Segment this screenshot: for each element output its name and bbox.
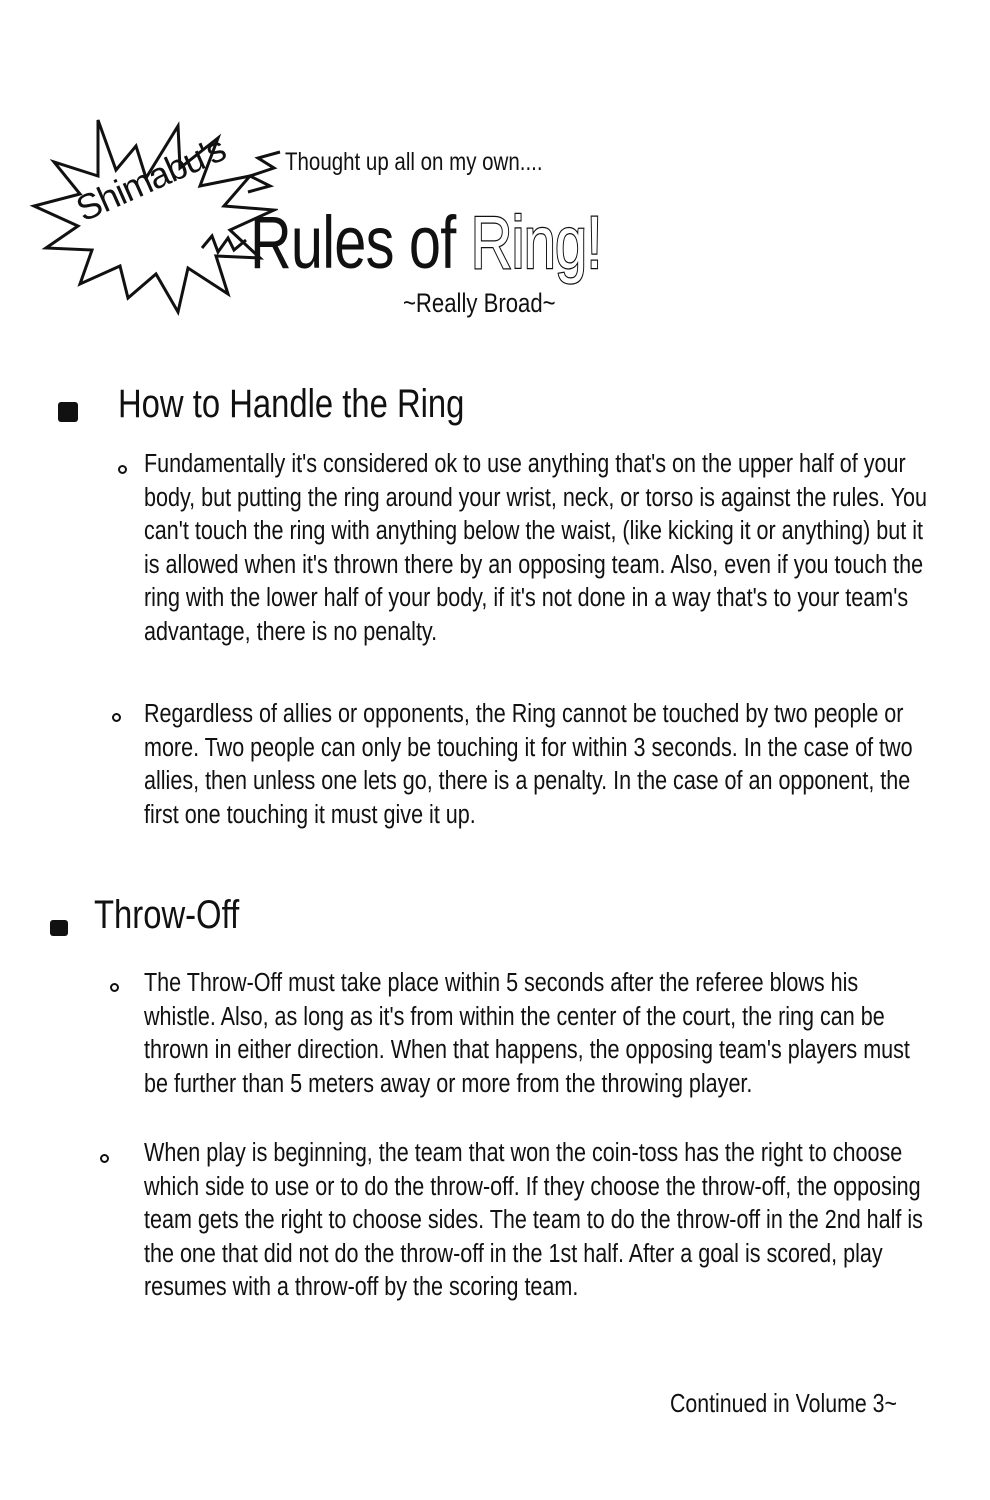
- section-bullet: [50, 920, 68, 936]
- section-bullet: [58, 402, 78, 422]
- section-heading: Throw-Off: [94, 893, 240, 937]
- list-item: Regardless of allies or opponents, the Ring cannot be touched by two people or more. Two people can only be touching it for within 3 seconds. In the case of two allies, then unless one lets go, there is a penalty. In the case of an opponent, the first one touching it must give it up.: [144, 700, 913, 829]
- list-bullet: [112, 713, 121, 722]
- list-bullet: [110, 983, 119, 992]
- list-item: When play is beginning, the team that won the coin-toss has the right to choose which side to use or to do the throw-off. If they choose the throw-off, the opposing team gets the right to choose sides. The team to do the throw-off in the 2nd half is the one that did not do the throw-off in the 1st half. After a goal is scored, play resumes with a throw-off by the scoring team.: [144, 1139, 923, 1301]
- subtitle: ~Really Broad~: [403, 288, 556, 318]
- starburst-shape: [28, 98, 278, 323]
- list-bullet: [100, 1154, 109, 1163]
- title-highlight: Ring!: [470, 201, 602, 284]
- squiggle-decoration: [200, 228, 250, 258]
- page-title: [250, 200, 602, 285]
- continued-note: Continued in Volume 3~: [670, 1388, 897, 1418]
- title-prefix: Rules of: [250, 201, 471, 284]
- squiggle-decoration: [240, 148, 290, 196]
- badge-label: Shimabu's: [70, 127, 231, 230]
- list-item: Fundamentally it's considered ok to use anything that's on the upper half of your body, but putting the ring around your wrist, neck, or torso is against the rules. You can't touch the ring with anything below the waist, (like kicking it or anything) but it is allowed when it's thrown there by an opposing team. Also, even if you touch the ring with the lower half of your body, if it's not done in a way that's to your team's advantage, there is no penalty.: [144, 450, 927, 646]
- starburst-badge: [28, 98, 278, 323]
- tagline: Thought up all on my own....: [285, 148, 543, 176]
- list-item: The Throw-Off must take place within 5 seconds after the referee blows his whistle. Also, as long as it's from within the center of the court, the ring can be thrown in either direction. When that happens, the opposing team's players must be further than 5 meters away or more from the throwing player.: [144, 969, 910, 1098]
- list-bullet: [118, 465, 127, 474]
- section-heading: How to Handle the Ring: [118, 382, 465, 426]
